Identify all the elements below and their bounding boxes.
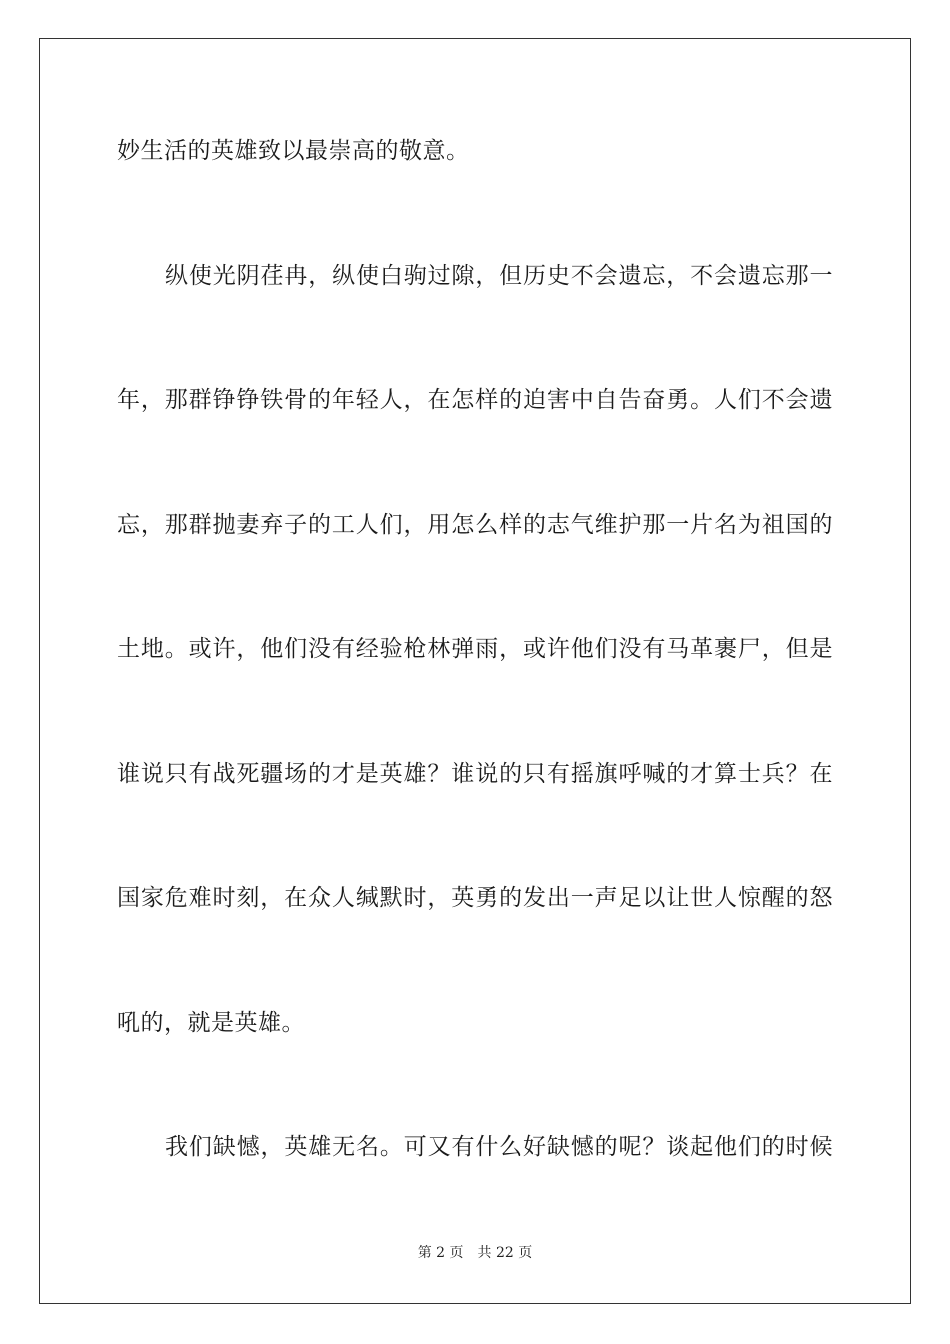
page-border bbox=[39, 38, 911, 1304]
text-line: 谁说只有战死疆场的才是英雄？谁说的只有摇旗呼喊的才算士兵？在 bbox=[117, 761, 833, 787]
page-number: 第 2 页 bbox=[417, 1245, 464, 1261]
text-line: 纵使光阴荏冉，纵使白驹过隙，但历史不会遗忘，不会遗忘那一 bbox=[165, 263, 833, 289]
text-line: 忘，那群抛妻弃子的工人们，用怎么样的志气维护那一片名为祖国的 bbox=[117, 512, 833, 538]
text-line: 妙生活的英雄致以最崇高的敬意。 bbox=[117, 138, 470, 164]
text-line: 我们缺憾，英雄无名。可又有什么好缺憾的呢？谈起他们的时候 bbox=[165, 1134, 833, 1160]
page-footer bbox=[0, 1244, 950, 1262]
text-line: 年，那群铮铮铁骨的年轻人，在怎样的迫害中自告奋勇。人们不会遗 bbox=[117, 387, 833, 413]
text-line: 国家危难时刻，在众人缄默时，英勇的发出一声足以让世人惊醒的怒 bbox=[117, 885, 833, 911]
page-total: 共 22 页 bbox=[477, 1245, 533, 1261]
text-line: 吼的，就是英雄。 bbox=[117, 1010, 305, 1036]
text-line: 土地。或许，他们没有经验枪林弹雨，或许他们没有马革裹尸，但是 bbox=[117, 636, 833, 662]
